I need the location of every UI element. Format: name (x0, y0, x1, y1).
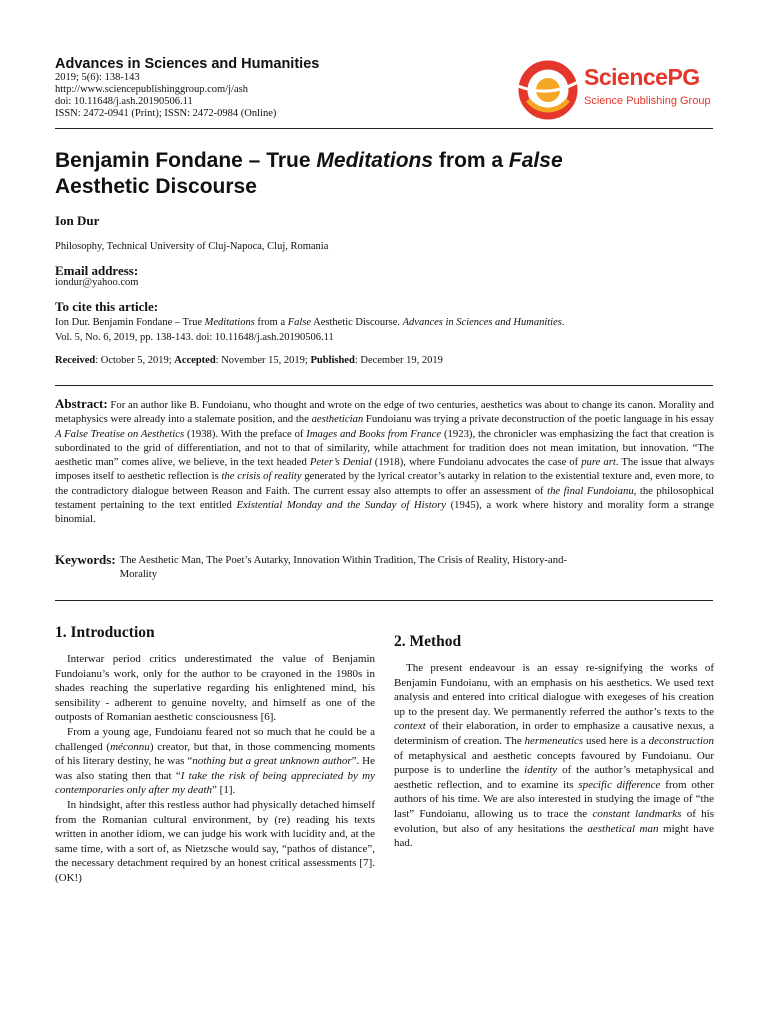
abstract-label: Abstract: (55, 396, 108, 411)
article-title: Benjamin Fondane – True Meditations from a False Aesthetic Discourse (55, 149, 563, 198)
abstract-bottom-divider (55, 600, 713, 601)
publisher-subtitle: Science Publishing Group (584, 95, 711, 107)
keywords (55, 553, 714, 582)
publisher-logo[interactable] (516, 60, 716, 120)
journal-title: Advances in Sciences and Humanities (55, 56, 320, 72)
email-heading: Email address: (55, 263, 139, 278)
publication-dates: Received: October 5, 2019; Accepted: November 15, 2019; Published: December 19, 2019 (55, 355, 443, 366)
journal-issn: ISSN: 2472-0941 (Print); ISSN: 2472-0984 (Online) (55, 108, 277, 119)
author-name: Ion Dur (55, 213, 100, 228)
introduction-body (55, 652, 375, 886)
abstract-top-divider (55, 385, 713, 386)
method-paragraph: The present endeavour is an essay re-signifying the works of Benjamin Fundoianu, with an emphasis on his aesthetics. We used text analysis and entered into critical dialogue with exegeses of his creation up to the present day. We permanently referred the author’s texts to the context of their elaboration, in order to emphasize a causative nexus, a determinism of creation. The hermeneutics used here is a deconstruction of metaphysical and aesthetic concepts favoured by Fundoianu. Our purpose is to underline the identity of the author’s metaphysical and aesthetic reflection, and to examine its specific difference from other authors of his time. We are also interested in studying the image of “the last” Fundoianu, allowing us to trace the constant landmarks of his evolution, but also of any hesitations the aesthetical man might have had. (394, 662, 715, 850)
method-heading: 2. Method (394, 633, 462, 650)
introduction-paragraph: From a young age, Fundoianu feared not so much that he could be a challenged (méconnu) creator, but that, in those commencing moments of his literary destiny, he was “nothing but a great unknown author”. He was also stating then that “I take the risk of being appreciated by my contemporaries only after my death” [1]. (55, 725, 375, 797)
journal-header (55, 56, 515, 120)
email-link[interactable]: iondur@yahoo.com (55, 277, 139, 288)
abstract: Abstract: For an author like B. Fundoianu, who thought and wrote on the edge of two centuries, aesthetics was about to change its canon. Morality and metaphysics were already into a stalemate position, and the aesthetician Fundoianu was trying a private deconstruction of the poetic language in his essay A False Treatise on Aesthetics (1938). With the preface of Images and Books from France (1923), the chronicler was emphasizing the fact that creation is subordinated to the grid of differentiation, and not to that of similarity, while attachment for tradition does not mean imitation, but innovation. “The aesthetic man” comes alive, we believe, in the text headed Peter’s Denial (1918), where Fundoianu advocates the case of pure art. The issue that always imposes itself to aesthetic reflection is the crisis of reality generated by the lyrical creator’s autarky in relation to the existential texture and, even more, to the contradictory dialogue between Reason and Faith. The current essay also attempts to offer an assessment of the final Fundoianu, the philosophical testament pertaining to the text entitled Existential Monday and the Sunday of History (1945), a work where history and morality form a strange binomial. (55, 396, 715, 526)
sciencepg-logo-icon (516, 60, 580, 120)
journal-doi: doi: 10.11648/j.ash.20190506.11 (55, 96, 193, 107)
header-divider (55, 128, 713, 129)
introduction-heading: 1. Introduction (55, 624, 155, 641)
publisher-name: SciencePG (584, 64, 700, 90)
journal-url[interactable]: http://www.sciencepublishinggroup.com/j/ash (55, 84, 248, 95)
journal-volume: 2019; 5(6): 138-143 (55, 72, 140, 83)
keywords-list: The Aesthetic Man, The Poet’s Autarky, Innovation Within Tradition, The Crisis of Reality, History-and-Morality (119, 554, 567, 581)
keywords-label: Keywords: (55, 552, 116, 567)
author-affiliation: Philosophy, Technical University of Cluj-Napoca, Cluj, Romania (55, 241, 329, 252)
citation-text: Ion Dur. Benjamin Fondane – True Meditations from a False Aesthetic Discourse. Advances in Sciences and Humanities. Vol. 5, No. 6, 2019, pp. 138-143. doi: 10.11648/j.ash.20190506.11 (55, 317, 565, 343)
method-body (394, 661, 714, 851)
introduction-paragraph: In hindsight, after this restless author had physically detached himself from the Romanian cultural environment, by (re) reading his texts written in another idiom, we can judge his work with lucidity and, at the same time, with a sort of, as Nietzsche would say, “pathos of distance”, the necessary detachment required by an honest critical assessments [7]. (OK!) (55, 798, 375, 884)
cite-heading: To cite this article: (55, 299, 159, 314)
introduction-paragraph: Interwar period critics underestimated the value of Benjamin Fundoianu’s work, only for the author to be crayoned in the 1980s in shades reaching the superlative regarding his enlightened mind, his sensibility - adherent to genuine novelty, and himself as one of the outposts of Romanian aesthetic consciousness [6]. (55, 653, 375, 724)
